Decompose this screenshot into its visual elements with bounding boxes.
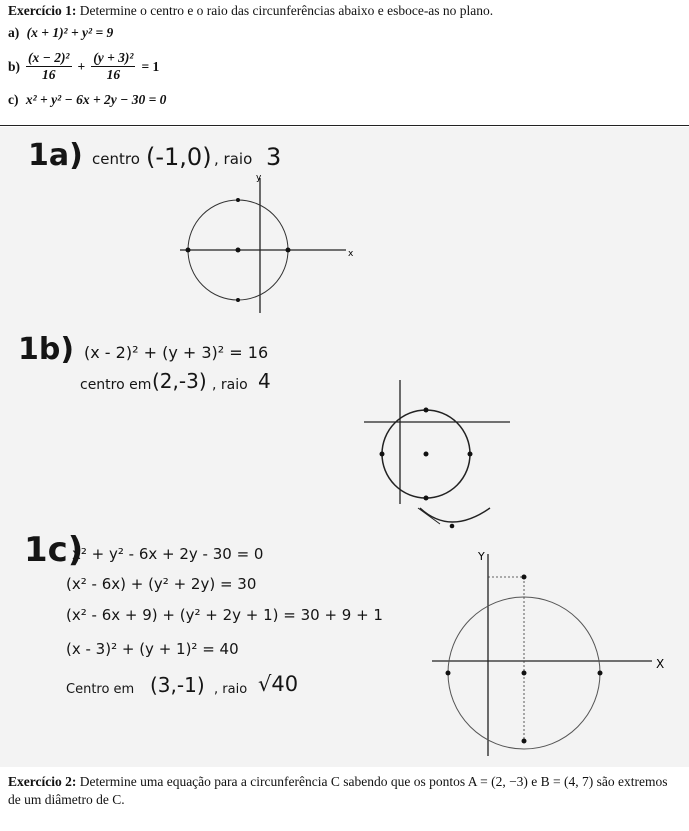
graph-1b-center-point xyxy=(424,452,429,457)
item-a-expr: (x + 1)² + y² = 9 xyxy=(26,25,114,40)
solution-1b-center-word: centro em xyxy=(80,377,152,393)
exercise1-text: Determine o centro e o raio das circunferências abaixo e esboce-as no plano. xyxy=(79,3,494,18)
item-b xyxy=(8,50,159,83)
solution-1a-center-word: centro xyxy=(92,150,140,168)
graph-1c-point-bottom xyxy=(522,739,527,744)
solution-1b-radius: 4 xyxy=(258,369,271,393)
solution-1c-line-1: x² + y² - 6x + 2y - 30 = 0 xyxy=(72,545,264,563)
graph-1a-point-right xyxy=(286,248,291,253)
graph-1a xyxy=(170,168,360,318)
item-b-den1: 16 xyxy=(42,67,56,82)
graph-1b-point-right xyxy=(468,452,473,457)
item-b-rhs: = 1 xyxy=(141,58,160,74)
item-b-den2: 16 xyxy=(106,67,121,82)
solution-1b-tag: 1b) xyxy=(18,332,75,367)
solution-1c-line-3: (x² - 6x + 9) + (y² + 2y + 1) = 30 + 9 + 1 xyxy=(66,606,383,624)
graph-1c-point-top xyxy=(522,575,527,580)
solution-1a-radius: 3 xyxy=(266,143,282,171)
exercise1-label: Exercício 1: xyxy=(8,3,77,18)
solution-1b-equation: (x - 2)² + (y + 3)² = 16 xyxy=(84,343,269,362)
exercise2-label: Exercício 2: xyxy=(8,774,77,789)
exercise2-statement xyxy=(8,773,680,809)
graph-1b-point-left xyxy=(380,452,385,457)
graph-1a-center-point xyxy=(236,248,241,253)
graph-1a-x-label: x xyxy=(348,249,354,259)
graph-1c xyxy=(420,548,682,760)
solution-1c-radius: √40 xyxy=(258,672,299,696)
solution-1c-center: (3,-1) xyxy=(150,673,205,697)
graph-1b-point-top xyxy=(424,408,429,413)
solution-1a-radius-word: , raio xyxy=(214,150,253,168)
graph-1b xyxy=(360,376,530,536)
item-b-num2: (y + 3)² xyxy=(93,50,134,65)
graph-1a-point-left xyxy=(186,248,191,253)
item-b-plus: + xyxy=(77,58,86,74)
graph-1c-center-point xyxy=(522,671,527,676)
item-b-num1: (x − 2)² xyxy=(28,50,70,65)
section-divider xyxy=(0,125,689,126)
solution-1a-tag: 1a) xyxy=(28,138,83,173)
graph-1c-point-right xyxy=(598,671,603,676)
graph-1a-y-label: y xyxy=(256,173,262,183)
item-c xyxy=(8,92,166,108)
item-b-frac1 xyxy=(26,50,71,83)
solution-1c-radius-word: , raio xyxy=(214,682,248,697)
graph-1a-point-bottom xyxy=(236,298,240,302)
solution-1b-center: (2,-3) xyxy=(152,369,207,393)
exercise1-statement xyxy=(8,3,493,19)
item-b-frac2 xyxy=(91,50,135,83)
solution-1c-center-word: Centro em xyxy=(66,682,135,697)
graph-1b-stray-arc xyxy=(420,508,490,522)
item-c-label: c) xyxy=(8,92,19,107)
item-a-label: a) xyxy=(8,25,20,40)
solution-1c-tag: 1c) xyxy=(24,530,84,570)
graph-1a-point-top xyxy=(236,198,240,202)
solution-1c-line-4: (x - 3)² + (y + 1)² = 40 xyxy=(66,640,239,658)
solution-1b-radius-word: , raio xyxy=(212,377,248,393)
graph-1b-stray-point xyxy=(450,524,455,529)
solution-1c-line-2: (x² - 6x) + (y² + 2y) = 30 xyxy=(66,575,257,593)
graph-1c-y-label: Y xyxy=(478,550,485,563)
item-b-label: b) xyxy=(8,58,21,74)
item-a xyxy=(8,25,113,41)
graph-1b-point-bottom xyxy=(424,496,429,501)
exercise2-text: Determine uma equação para a circunferência C sabendo que os pontos A = (2, −3) e B = (4, 7) são extremos de um diâmetro de C. xyxy=(8,774,668,807)
item-c-expr: x² + y² − 6x + 2y − 30 = 0 xyxy=(25,92,167,107)
solution-1a-center: (-1,0) xyxy=(146,143,212,171)
graph-1b-stray-line xyxy=(418,508,440,524)
graph-1c-point-left xyxy=(446,671,451,676)
graph-1c-x-label: X xyxy=(656,657,665,671)
